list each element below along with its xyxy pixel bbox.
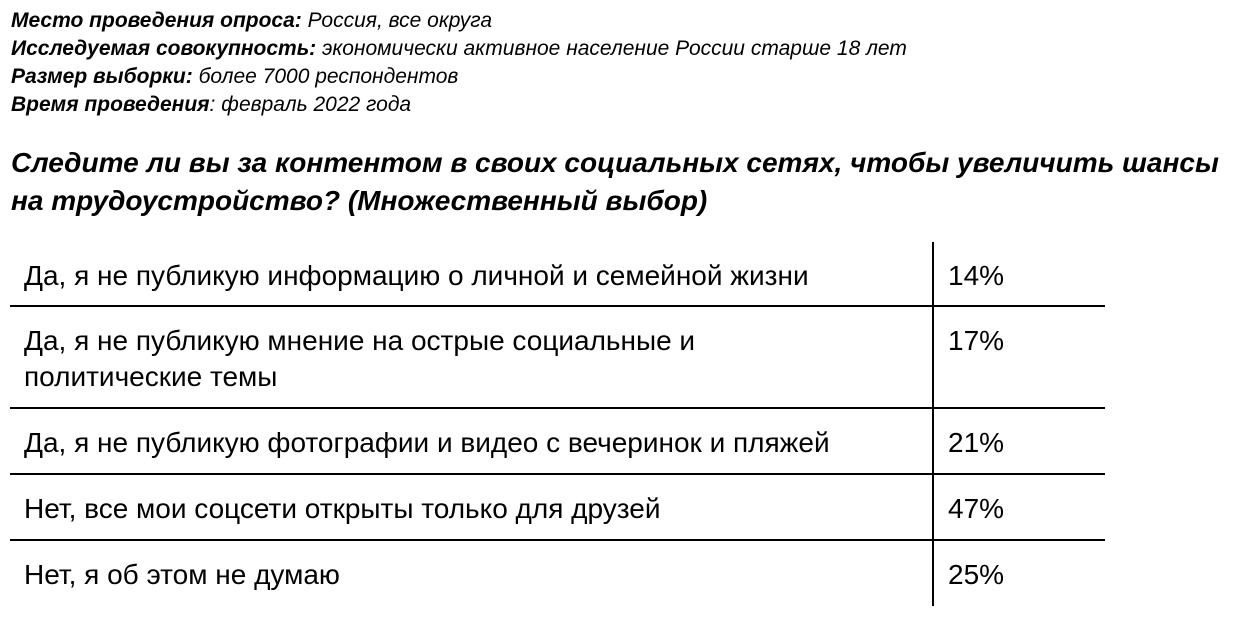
answer-percent: 47%	[932, 475, 1105, 539]
table-row	[10, 242, 1105, 307]
answer-percent: 17%	[932, 307, 1105, 407]
question-title: Следите ли вы за контентом в своих социальных сетях, чтобы увеличить шансы на трудоустройство? (Множественный выбор)	[11, 147, 1219, 216]
survey-time-label: Время проведения	[11, 93, 210, 116]
table-row	[10, 307, 1105, 409]
survey-sample-value: более 7000 респондентов	[192, 65, 459, 88]
survey-population-label: Исследуемая совокупность:	[11, 37, 317, 60]
survey-sample-label: Размер выборки:	[11, 65, 193, 88]
survey-info	[11, 7, 907, 119]
table-row	[10, 475, 1105, 541]
survey-sample	[11, 63, 907, 91]
survey-time-value: : февраль 2022 года	[209, 93, 412, 116]
answer-text: Да, я не публикую фотографии и видео с вечеринок и пляжей	[24, 427, 830, 458]
survey-place	[11, 7, 907, 35]
table-row	[10, 409, 1105, 475]
survey-place-value: Россия, все округа	[301, 9, 493, 32]
survey-population	[11, 35, 907, 63]
survey-population-value: экономически активное население России старше 18 лет	[316, 37, 907, 60]
answer-text: Да, я не публикую информацию о личной и семейной жизни	[24, 260, 809, 291]
answer-percent: 21%	[932, 409, 1105, 473]
answer-percent: 25%	[932, 541, 1105, 606]
answer-text: Нет, все мои соцсети открыты только для друзей	[24, 493, 661, 524]
answer-percent: 14%	[932, 242, 1105, 305]
survey-time	[11, 91, 907, 119]
answers-table	[10, 242, 1105, 606]
answer-text: Да, я не публикую мнение на острые социальные и политические темы	[24, 325, 696, 392]
answer-text: Нет, я об этом не думаю	[24, 559, 340, 590]
table-row	[10, 541, 1105, 606]
survey-place-label: Место проведения опроса:	[11, 9, 302, 32]
